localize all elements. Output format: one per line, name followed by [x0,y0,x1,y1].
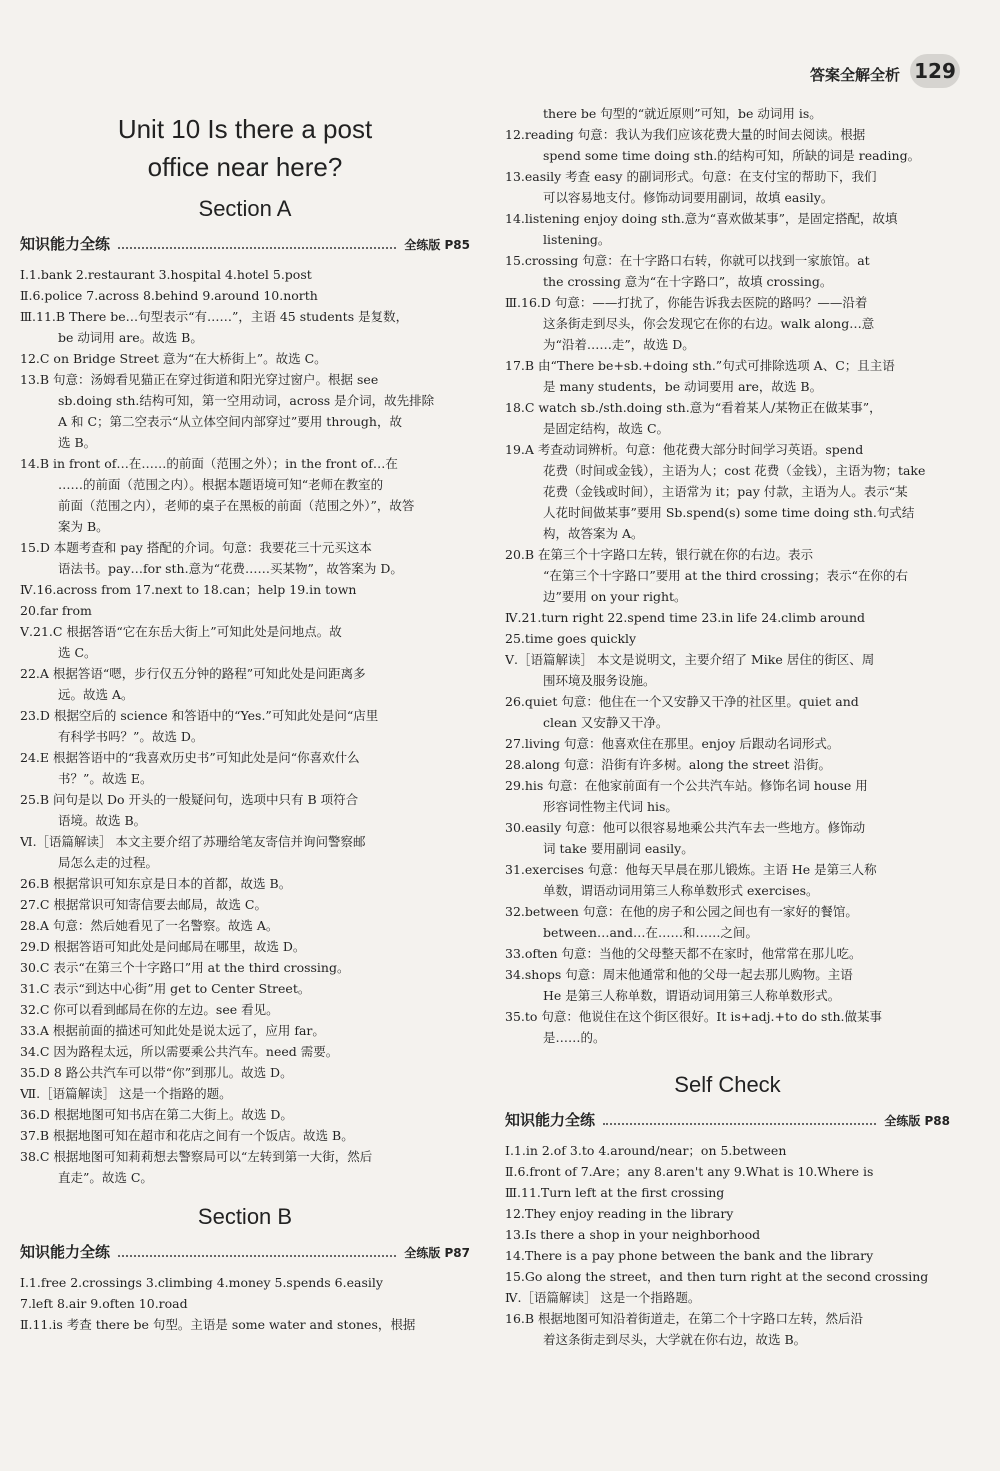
answer-line: 20.far from [20,603,92,618]
answer-line: 20.B 在第三个十字路口左转，银行就在你的右边。表示 [505,547,814,562]
answer-line: 37.B 根据地图可知在超市和花店之间有一个饭店。故选 B。 [20,1128,354,1143]
answer-line: 24.E 根据答语中的“我喜欢历史书”可知此处是问“你喜欢什么 [20,750,360,765]
answer-line: 25.time goes quickly [505,631,637,646]
answer-list-right [505,103,950,1048]
answer-line: Ⅵ.［语篇解读］ 本文主要介绍了苏珊给笔友寄信并询问警察邮 [20,834,366,849]
answer-line: 单数，谓语动词用第三人称单数形式 exercises。 [543,883,819,898]
answer-line: 是固定结构，故选 C。 [543,421,670,436]
answer-line: 28.along 句意：沿街有许多树。along the street 沿街。 [505,757,832,772]
practice-ref: 全练版 P85 [404,238,470,252]
answer-line: Ⅰ.1.free 2.crossings 3.climbing 4.money 5.spends 6.easily [20,1275,383,1290]
unit-title-line-1: Unit 10 Is there a post [117,114,373,144]
left-column [20,100,470,1335]
practice-bar-right [505,1110,950,1132]
answer-line: 32.C 你可以看到邮局在你的左边。see 看见。 [20,1002,279,1017]
practice-title: 知识能力全练 [20,235,111,253]
answer-line: 边”要用 on your right。 [543,589,687,604]
answer-line: 34.shops 句意：周末他通常和他的父母一起去那儿购物。主语 [505,967,853,982]
answer-line: clean 又安静又干净。 [543,715,669,730]
answer-line: 前面（范围之内），老师的桌子在黑板的前面（范围之外）”，故答 [58,498,415,513]
answer-line: 26.B 根据常识可知东京是日本的首都，故选 B。 [20,876,292,891]
answer-line: Ⅲ.16.D 句意：——打扰了，你能告诉我去医院的路吗？——沿着 [505,295,868,310]
answer-line: Ⅴ.21.C 根据答语“它在东岳大街上”可知此处是问地点。故 [20,624,342,639]
answer-line: listening。 [543,232,611,247]
answer-line: 27.living 句意：他喜欢住在那里。enjoy 后跟动名词形式。 [505,736,840,751]
answer-line: 32.between 句意：在他的房子和公园之间也有一家好的餐馆。 [505,904,858,919]
practice-bar [20,234,470,256]
answer-line: 围环境及服务设施。 [543,673,656,688]
answer-line: 是 many students，be 动词要用 are，故选 B。 [543,379,823,394]
answer-line: Ⅲ.11.Turn left at the first crossing [505,1185,725,1200]
answer-line: 是……的。 [543,1030,606,1045]
answer-line: Ⅱ.6.police 7.across 8.behind 9.around 10.north [20,288,318,303]
answer-line: 36.D 根据地图可知书店在第二大街上。故选 D。 [20,1107,293,1122]
answer-line: sb.doing sth.结构可知，第一空用动词，across 是介词，故先排除 [58,393,435,408]
practice-ref-right: 全练版 P88 [884,1114,950,1128]
answer-line: 27.C 根据常识可知寄信要去邮局，故选 C。 [20,897,267,912]
header-title: 答案全解全析 [809,66,900,84]
answer-line: 选 B。 [58,435,97,450]
answer-line: 15.crossing 句意：在十字路口右转，你就可以找到一家旅馆。at [505,253,870,268]
self-check-title: Self Check [674,1072,781,1097]
answer-line: 语境。故选 B。 [58,813,147,828]
answer-line: 13.easily 考查 easy 的副词形式。句意：在支付宝的帮助下，我们 [505,169,877,184]
answer-line: 23.D 根据空后的 science 和答语中的“Yes.”可知此处是问“店里 [20,708,379,723]
answer-line: 远。故选 A。 [58,687,134,702]
answer-line: Ⅳ.16.across from 17.next to 18.can；help 19.in town [20,582,357,597]
answer-line: 有科学书吗？”。故选 D。 [58,729,204,744]
answer-line: 22.A 根据答语“嗯，步行仅五分钟的路程”可知此处是问距离多 [20,666,366,681]
answer-line: 28.A 句意：然后她看见了一名警察。故选 A。 [20,918,279,933]
answer-line: 词 take 要用副词 easily。 [543,841,694,856]
answer-line: 15.Go along the street，and then turn right at the second crossing [505,1269,929,1284]
answer-line: 14.listening enjoy doing sth.意为“喜欢做某事”，是固定搭配，故填 [505,211,898,226]
answer-line: 着这条街走到尽头，大学就在你右边，故选 B。 [543,1332,807,1347]
answer-line: 书？”。故选 E。 [58,771,153,786]
page-header [780,59,960,102]
answer-list [20,264,470,1188]
answer-line: Ⅰ.1.bank 2.restaurant 3.hospital 4.hotel 5.post [20,267,312,282]
answer-line: 30.easily 句意：他可以很容易地乘公共汽车去一些地方。修饰动 [505,820,866,835]
practice-bar-b [20,1242,470,1264]
answer-line: 12.C on Bridge Street 意为“在大桥街上”。故选 C。 [20,351,327,366]
answer-line: there be 句型的“就近原则”可知，be 动词用 is。 [543,106,822,121]
answer-line: 语法书。pay…for sth.意为“花费……买某物”，故答案为 D。 [58,561,403,576]
answer-line: 38.C 根据地图可知莉莉想去警察局可以“左转到第一大街，然后 [20,1149,373,1164]
answer-line: 14.There is a pay phone between the bank and the library [505,1248,874,1263]
answer-line: He 是第三人称单数，谓语动词用第三人称单数形式。 [543,988,841,1003]
answer-line: 12.They enjoy reading in the library [505,1206,734,1221]
answer-line: Ⅲ.11.B There be…句型表示“有……”，主语 45 students 是复数， [20,309,409,324]
answer-list-right-b [505,1140,950,1350]
answer-line: Ⅳ.［语篇解读］ 这是一个指路题。 [505,1290,701,1305]
answer-line: between…and…在……和……之间。 [543,925,758,940]
answer-line: spend some time doing sth.的结构可知，所缺的词是 reading。 [543,148,921,163]
answer-line: Ⅴ.［语篇解读］ 本文是说明文，主要介绍了 Mike 居住的街区、周 [505,652,875,667]
answer-line: “在第三个十字路口”要用 at the third crossing；表示“在你的右 [543,568,908,583]
answer-line: 29.his 句意：在他家前面有一个公共汽车站。修饰名词 house 用 [505,778,868,793]
answer-line: 为“沿着……走”，故选 D。 [543,337,695,352]
answer-line: ……的前面（范围之内）。根据本题语境可知“老师在教室的 [58,477,384,492]
answer-line: 34.C 因为路程太远，所以需要乘公共汽车。need 需要。 [20,1044,339,1059]
answer-line: 局怎么走的过程。 [58,855,159,870]
answer-line: A 和 C；第二空表示“从立体空间内部穿过”要用 through，故 [58,414,402,429]
answer-line: 直走”。故选 C。 [58,1170,153,1185]
answer-line: 12.reading 句意：我认为我们应该花费大量的时间去阅读。根据 [505,127,866,142]
answer-line: 35.to 句意：他说住在这个街区很好。It is+adj.+to do sth.做某事 [505,1009,882,1024]
answer-line: Ⅶ.［语篇解读］ 这是一个指路的题。 [20,1086,232,1101]
answer-line: 选 C。 [58,645,97,660]
dotted-leader [118,237,396,249]
answer-line: 33.often 句意：当他的父母整天都不在家时，他常常在那儿吃。 [505,946,862,961]
answer-line: 案为 B。 [58,519,109,534]
answer-line: 29.D 根据答语可知此处是问邮局在哪里，故选 D。 [20,939,306,954]
answer-line: 18.C watch sb./sth.doing sth.意为“看着某人/某物正在做某事”， [505,400,882,415]
answer-line: 25.B 问句是以 Do 开头的一般疑问句，选项中只有 B 项符合 [20,792,359,807]
answer-line: 14.B in front of…在……的前面（范围之外）；in the front of…在 [20,456,398,471]
unit-title [20,110,470,186]
practice-title-right: 知识能力全练 [505,1111,596,1129]
answer-line: 形容词性物主代词 his。 [543,799,678,814]
answer-line: 30.C 表示“在第三个十字路口”用 at the third crossing。 [20,960,350,975]
answer-line: 可以容易地支付。修饰动词要用副词，故填 easily。 [543,190,834,205]
answer-line: 26.quiet 句意：他住在一个又安静又干净的社区里。quiet and [505,694,859,709]
answer-line: 19.A 考查动词辨析。句意：他花费大部分时间学习英语。spend [505,442,864,457]
answer-line: be 动词用 are。故选 B。 [58,330,203,345]
right-column [505,103,950,1350]
answer-line: 17.B 由“There be+sb.+doing sth.”句式可排除选项 A、C；且主语 [505,358,895,373]
practice-ref-b: 全练版 P87 [404,1246,470,1260]
page-number: 129 [910,54,960,88]
answer-line: 人花时间做某事”要用 Sb.spend(s) some time doing sth.句式结 [543,505,915,520]
answer-line: Ⅰ.1.in 2.of 3.to 4.around/near；on 5.between [505,1143,787,1158]
section-a-title: Section A [198,196,292,221]
dotted-leader [603,1113,876,1125]
answer-line: the crossing 意为“在十字路口”，故填 crossing。 [543,274,833,289]
practice-title-b: 知识能力全练 [20,1243,111,1261]
answer-line: Ⅱ.11.is 考查 there be 句型。主语是 some water and stones，根据 [20,1317,416,1332]
answer-line: Ⅱ.6.front of 7.Are；any 8.aren't any 9.What is 10.Where is [505,1164,874,1179]
answer-line: 花费（时间或金钱），主语为人；cost 花费（金钱），主语为物；take [543,463,926,478]
answer-line: Ⅳ.21.turn right 22.spend time 23.in life 24.climb around [505,610,866,625]
dotted-leader [118,1245,396,1257]
answer-list-b [20,1272,470,1335]
answer-line: 33.A 根据前面的描述可知此处是说太远了，应用 far。 [20,1023,325,1038]
unit-title-line-2: office near here? [147,152,343,182]
answer-line: 35.D 8 路公共汽车可以带“你”到那儿。故选 D。 [20,1065,293,1080]
answer-line: 31.exercises 句意：他每天早晨在那儿锻炼。主语 He 是第三人称 [505,862,877,877]
answer-line: 13.B 句意：汤姆看见猫正在穿过街道和阳光穿过窗户。根据 see [20,372,379,387]
answer-line: 花费（金钱或时间），主语常为 it；pay 付款，主语为人。表示“某 [543,484,908,499]
answer-line: 7.left 8.air 9.often 10.road [20,1296,188,1311]
answer-line: 16.B 根据地图可知沿着街道走，在第二个十字路口左转，然后沿 [505,1311,864,1326]
answer-line: 15.D 本题考查和 pay 搭配的介词。句意：我要花三十元买这本 [20,540,372,555]
answer-line: 构，故答案为 A。 [543,526,644,541]
answer-line: 31.C 表示“到达中心街”用 get to Center Street。 [20,981,311,996]
answer-line: 这条街走到尽头，你会发现它在你的右边。walk along…意 [543,316,875,331]
answer-line: 13.Is there a shop in your neighborhood [505,1227,761,1242]
section-b-title: Section B [197,1204,293,1229]
